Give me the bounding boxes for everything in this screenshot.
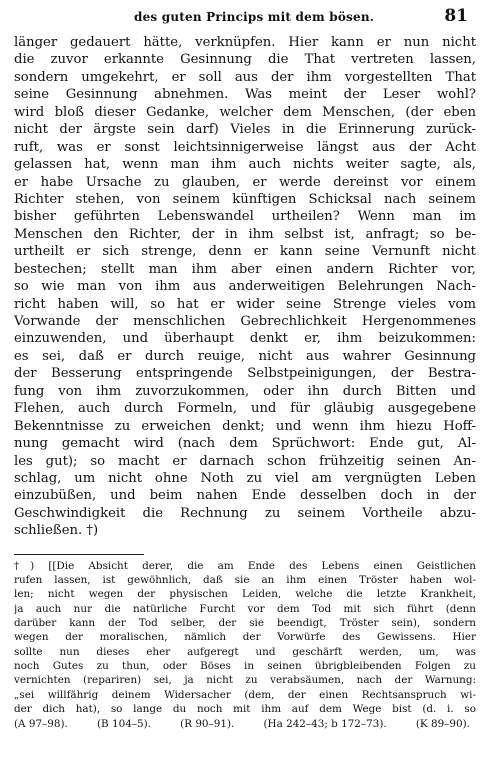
text-line: bestechen; stellt man ihm aber einen andern Richter vor, (14, 261, 476, 277)
text-line: Geschwindigkeit die Rechnung zu seinem Vortheile abzu- (14, 505, 476, 521)
text-line: urtheilt er sich strenge, denn er kann seine Vernunft nicht (14, 244, 476, 260)
reference-a: (A 97–98). (14, 718, 68, 731)
footnote-line: vernichten (repariren) sei, ja nicht zu verabsäumen, nach der Warnung: (14, 674, 476, 687)
text-line: schlag, um nicht ohne Noth zu viel am vergnügten Leben (14, 470, 476, 486)
footnote-line: rufen lassen, ist gewöhnlich, daß sie an ihm einen Tröster haben wol- (14, 574, 476, 587)
page-number: 81 (444, 6, 468, 26)
footnote-line: len; nicht wegen der physischen Leiden, welche die letzte Krankheit, (14, 588, 476, 601)
footnote-line: der dich hat), so lange du noch mit ihm auf dem Wege bist (d. i. so (14, 703, 476, 716)
running-head: des guten Princips mit dem bösen. (134, 10, 375, 24)
footnote-line: sollte nun dieses eher aufgeregt und geschärft werden, um, was (14, 645, 476, 658)
text-line: einzuwenden, und überhaupt denkt er, ihm beizukommen: (14, 331, 476, 347)
footnote (14, 559, 476, 717)
text-line: die zuvor erkannte Gesinnung die That vertreten lassen, (14, 52, 476, 68)
text-line: Richter stehen, von seinem künftigen Schicksal nach seinem (14, 191, 476, 207)
text-line: es sei, daß er durch reuige, nicht aus wahrer Gesinnung (14, 348, 476, 364)
text-line: Bekenntnisse zu erweichen denkt; und wenn ihm hiezu Hoff- (14, 418, 476, 434)
text-line: einzubüßen, und beim nahen Ende desselben doch in der (14, 488, 476, 504)
reference-ha: (Ha 242–43; b 172–73). (263, 718, 387, 731)
reference-r: (R 90–91). (180, 718, 235, 731)
text-line: les gut); so macht er darnach schon frühzeitig seinen An- (14, 453, 476, 469)
text-line: länger gedauert hätte, verknüpfen. Hier kann er nun nicht (14, 35, 476, 50)
text-line: Vorwande der menschlichen Gebrechlichkeit Hergenommenes (14, 314, 476, 329)
text-line: bisher geführten Lebenswandel urtheilen? Wenn man im (14, 209, 476, 225)
text-line: Menschen den Richter, der in ihm selbst ist, anfragt; so be- (14, 226, 476, 242)
edition-references (14, 717, 476, 732)
text-line: nung gemacht wird (nach dem Sprüchwort: Ende gut, Al- (14, 436, 476, 452)
text-line: richt haben will, so hat er wider seine Strenge vieles vom (14, 296, 476, 312)
text-line: der Besserung entspringende Selbstpeinigungen, der Bestra- (14, 366, 476, 382)
text-line: so wie man von ihm aus anderweitigen Belehrungen Nach- (14, 279, 476, 295)
main-text (14, 34, 476, 540)
book-page (14, 6, 476, 754)
footnote-line: darüber kann der Tod selber, der sie beendigt, Tröster sein), sondern (14, 617, 476, 630)
text-line: wird bloß dieser Gedanke, welcher dem Menschen, (der eben (14, 104, 476, 120)
reference-b: (B 104–5). (97, 718, 151, 731)
text-line: gelassen hat, wenn man ihm auch nichts weiter sagte, als, (14, 157, 476, 173)
text-line: ruft, was er sonst leichtsinnigerweise längst aus der Acht (14, 139, 476, 155)
footnote-line: noch Gutes zu thun, oder Böses in seinen übrigbleibenden Folgen zu (14, 660, 476, 673)
footnote-divider (14, 554, 144, 555)
text-line: schließen. †) (14, 523, 99, 539)
text-line: seine Gesinnung abnehmen. Was meint der Leser wohl? (14, 87, 476, 103)
page-header (14, 6, 476, 28)
text-line: sondern umgekehrt, er soll aus der ihm vorgestellten That (14, 69, 476, 85)
text-line: er habe Ursache zu glauben, er werde dereinst vor einem (14, 174, 476, 190)
text-line: nicht der ärgste sein darf) Vieles in die Erinnerung zurück- (14, 122, 476, 138)
footnote-line: ja auch nur die natürliche Furcht vor dem Tod mit sich führt (denn (14, 602, 476, 615)
footnote-line: „sei willfährig deinem Widersacher (dem, der einen Rechtsanspruch wi- (14, 688, 476, 701)
text-line: fung von ihm zuvorzukommen, oder ihn durch Bitten und (14, 383, 476, 399)
text-line: Flehen, auch durch Formeln, und für gläubig ausgegebene (14, 401, 476, 417)
footnote-line: wegen der moralischen, nämlich der Vorwürfe des Gewissens. Hier (14, 631, 476, 644)
reference-k: (K 89–90). (415, 718, 470, 731)
footnote-line: †) [[Die Absicht derer, die am Ende des Lebens einen Geistlichen (14, 559, 476, 572)
